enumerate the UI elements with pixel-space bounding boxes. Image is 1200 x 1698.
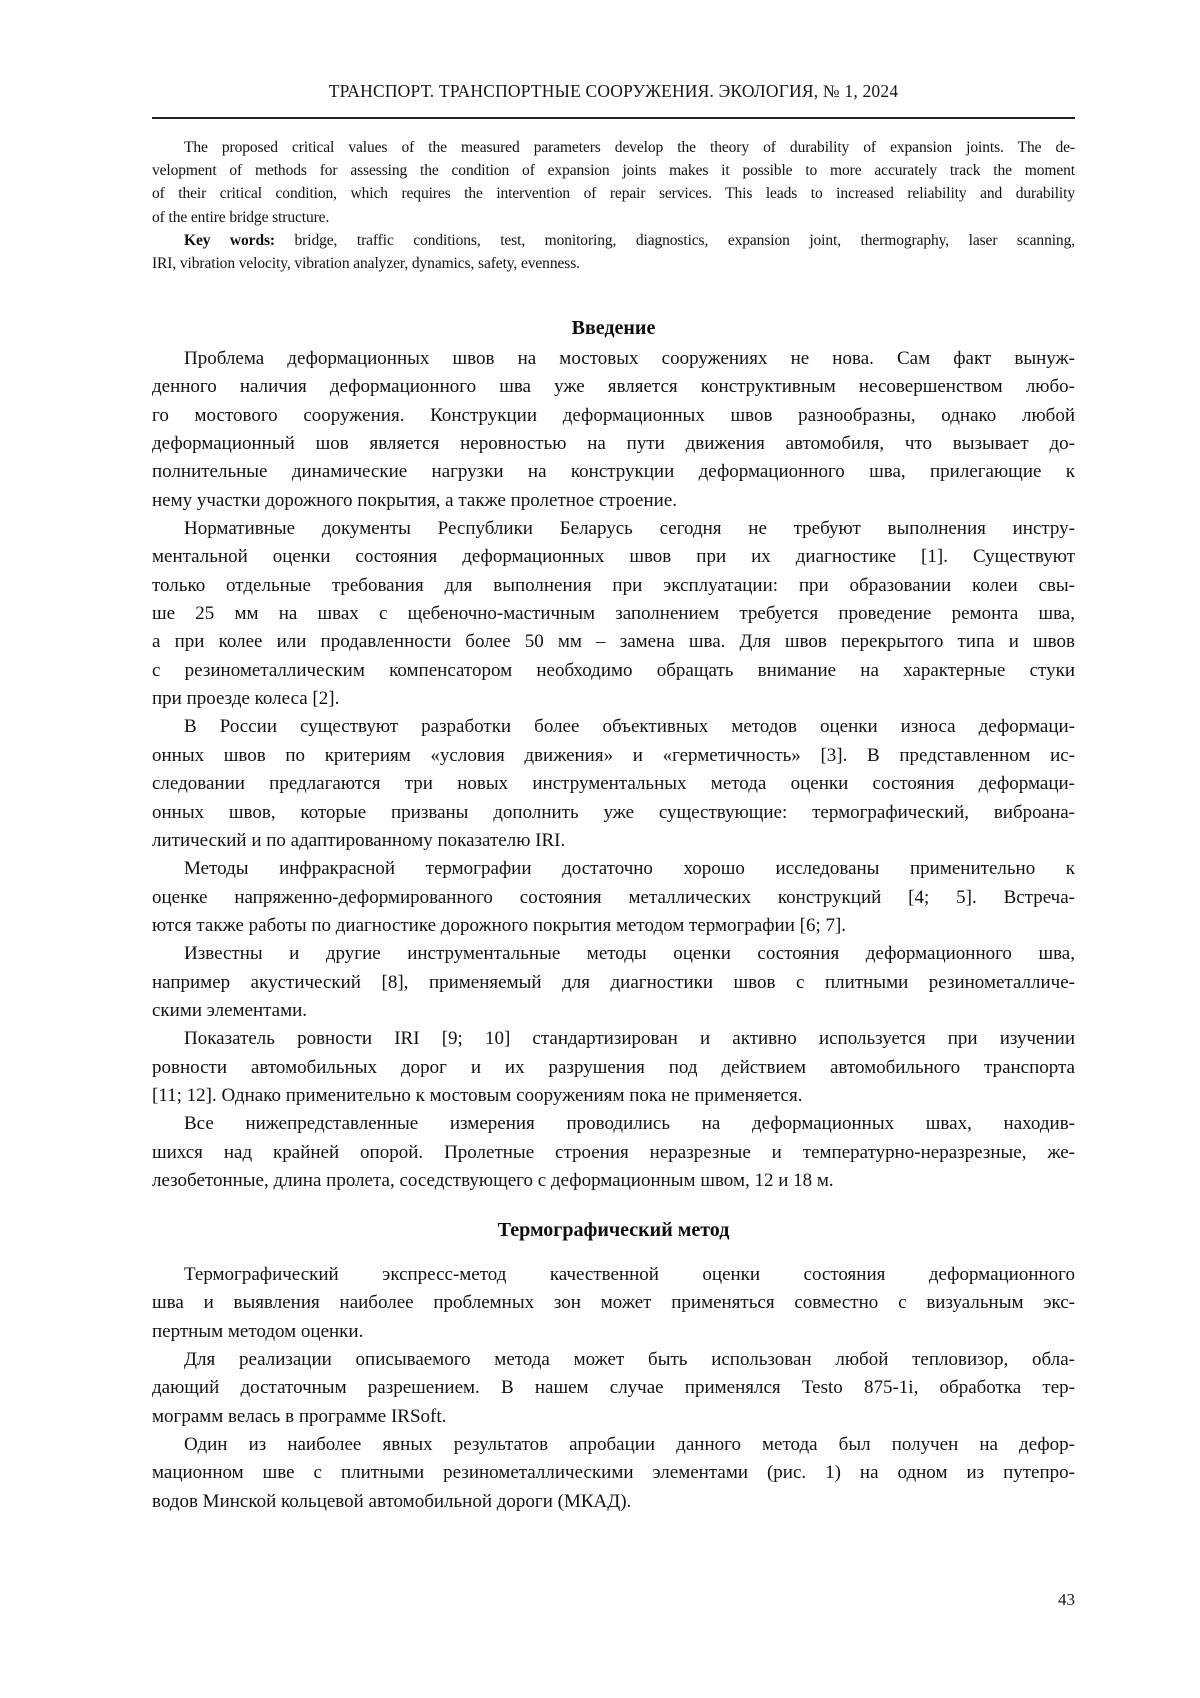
text-line: го мостового сооружения. Конструкции деформационных швов разнообразны, однако любой xyxy=(152,404,1075,426)
text-line: of their critical condition, which requires the intervention of repair services. This leads to increased reliability and durability xyxy=(152,185,1075,203)
text-line: ше 25 мм на швах с щебеночно-мастичным заполнением требуется проведение ремонта шва, xyxy=(152,603,1075,625)
text-line: ментальной оценки состояния деформационных швов при их диагностике [1]. Существуют xyxy=(152,546,1075,568)
paragraph xyxy=(152,713,1075,855)
paragraph xyxy=(152,345,1075,515)
text-line: нему участки дорожного покрытия, а также пролетное строение. xyxy=(152,489,677,511)
text-line: Показатель ровности IRI [9; 10] стандартизирован и активно используется при изучении xyxy=(184,1028,1075,1050)
keywords-text: bridge, traffic conditions, test, monitoring, diagnostics, expansion joint, thermography, laser scanning, xyxy=(274,231,1076,249)
text-line: шва и выявления наиболее проблемных зон может применяться совместно с визуальным экс- xyxy=(152,1292,1075,1314)
text-line: при проезде колеса [2]. xyxy=(152,688,340,710)
text-line: шихся над крайней опорой. Пролетные строения неразрезные и температурно-неразрезные, же- xyxy=(152,1141,1075,1163)
text-line: Методы инфракрасной термографии достаточно хорошо исследованы применительно к xyxy=(184,858,1075,880)
text-line: Для реализации описываемого метода может быть использован любой тепловизор, обла- xyxy=(184,1349,1075,1371)
text-line: пертным методом оценки. xyxy=(152,1320,364,1342)
paragraph xyxy=(152,1346,1075,1431)
text-line: с резинометаллическим компенсатором необходимо обращать внимание на характерные стуки xyxy=(152,659,1075,681)
text-line: Известны и другие инструментальные методы оценки состояния деформационного шва, xyxy=(184,943,1075,965)
keywords-label: Key words: xyxy=(184,231,275,249)
text-line: онных швов, которые призваны дополнить уже существующие: термографический, виброана- xyxy=(152,801,1075,823)
section-heading-introduction: Введение xyxy=(571,317,656,339)
text-line: of the entire bridge structure. xyxy=(152,208,330,226)
text-line: оценке напряженно-деформированного состояния металлических конструкций [4; 5]. Встреча- xyxy=(152,886,1075,908)
text-line: только отдельные требования для выполнения при эксплуатации: при образовании колеи свы- xyxy=(152,574,1075,596)
header-rule xyxy=(152,117,1075,119)
text-column xyxy=(152,0,1075,1698)
text-line: дающий достаточным разрешением. В нашем случае применялся Testo 875-1i, обработка тер- xyxy=(152,1377,1075,1399)
text-line: следовании предлагаются три новых инструментальных метода оценки состояния деформаци- xyxy=(152,773,1075,795)
paragraph xyxy=(152,940,1075,1025)
section-heading-thermographic-method: Термографический метод xyxy=(497,1219,730,1241)
text-line: деформационный шов является неровностью на пути движения автомобиля, что вызывает до- xyxy=(152,433,1075,455)
paragraph xyxy=(152,1261,1075,1346)
text-line: В России существуют разработки более объективных методов оценки износа деформаци- xyxy=(184,716,1075,738)
running-head: ТРАНСПОРТ. ТРАНСПОРТНЫЕ СООРУЖЕНИЯ. ЭКОЛОГИЯ, № 1, 2024 xyxy=(328,81,899,101)
keywords-line: IRI, vibration velocity, vibration analyzer, dynamics, safety, evenness. xyxy=(152,255,580,273)
keywords-line xyxy=(152,229,1075,252)
text-line: ются также работы по диагностике дорожного покрытия методом термографии [6; 7]. xyxy=(152,914,847,936)
text-line: а при колее или продавленности более 50 мм – замена шва. Для швов перекрытого типа и швов xyxy=(152,631,1075,653)
section-body-thermographic-method xyxy=(152,1261,1075,1516)
text-line: Проблема деформационных швов на мостовых сооружениях не нова. Сам факт вынуж- xyxy=(184,348,1075,369)
text-line: полнительные динамические нагрузки на конструкции деформационного шва, прилегающие к xyxy=(152,461,1075,483)
abstract-block xyxy=(152,136,1075,275)
text-line: Термографический экспресс-метод качественной оценки состояния деформационного xyxy=(184,1264,1075,1285)
text-line: онных швов по критериям «условия движения» и «герметичность» [3]. В представленном ис- xyxy=(152,744,1075,766)
text-line: The proposed critical values of the measured parameters develop the theory of durability of expansion joints. The de- xyxy=(184,139,1075,156)
text-line: [11; 12]. Однако применительно к мостовым сооружениям пока не применяется. xyxy=(152,1084,803,1106)
text-line: денного наличия деформационного шва уже является конструктивным несовершенством любо- xyxy=(152,376,1075,398)
text-line: скими элементами. xyxy=(152,999,308,1021)
text-line: Нормативные документы Республики Беларусь сегодня не требуют выполнения инстру- xyxy=(184,518,1075,540)
text-line: velopment of methods for assessing the condition of expansion joints makes it possible to more accurately track the moment xyxy=(152,162,1075,180)
text-line: ровности автомобильных дорог и их разрушения под действием автомобильного транспорта xyxy=(152,1056,1075,1078)
page-number: 43 xyxy=(1058,1590,1075,1609)
paragraph xyxy=(152,515,1075,713)
text-line: Один из наиболее явных результатов апробации данного метода был получен на дефор- xyxy=(184,1434,1075,1456)
text-line: мационном шве с плитными резинометаллическими элементами (рис. 1) на одном из путепро- xyxy=(152,1462,1075,1484)
text-line: водов Минской кольцевой автомобильной дороги (МКАД). xyxy=(152,1490,632,1512)
text-line: Все нижепредставленные измерения проводились на деформационных швах, находив- xyxy=(184,1113,1075,1135)
text-line: литический и по адаптированному показателю IRI. xyxy=(152,829,566,851)
text-line: мограмм велась в программе IRSoft. xyxy=(152,1405,447,1427)
text-line: лезобетонные, длина пролета, соседствующего с деформационным швом, 12 и 18 м. xyxy=(152,1169,834,1191)
section-body-introduction xyxy=(152,345,1075,1195)
paragraph xyxy=(152,1431,1075,1516)
paragraph xyxy=(152,1025,1075,1110)
text-line: например акустический [8], применяемый для диагностики швов с плитными резинометалличе- xyxy=(152,971,1075,993)
paragraph xyxy=(152,855,1075,940)
paragraph xyxy=(152,1110,1075,1195)
